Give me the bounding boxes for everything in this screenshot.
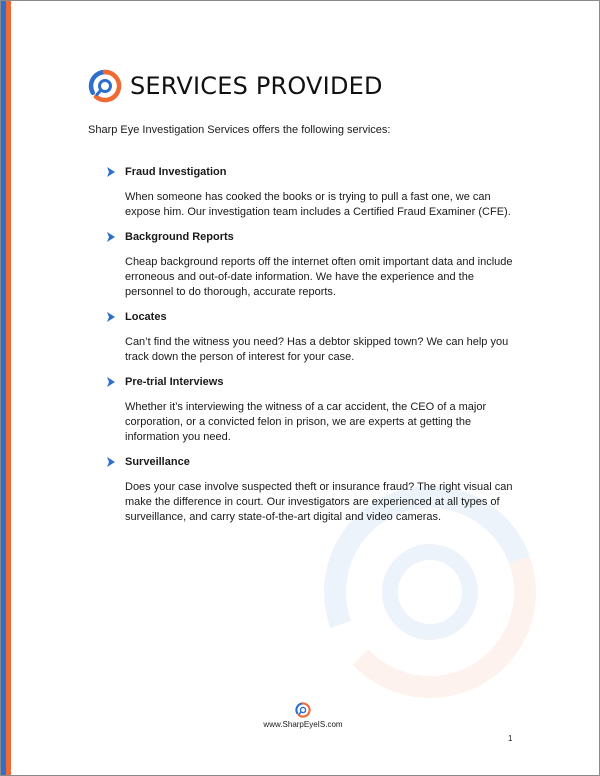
services-list	[107, 164, 517, 525]
service-description: When someone has cooked the books or is trying to pull a fast one, we can expose him. Our investigation team includes a Certified Fraud Examiner (CFE).	[125, 191, 511, 218]
service-title: Locates	[125, 311, 167, 323]
service-title: Surveillance	[125, 456, 190, 468]
page-number: 1	[508, 734, 513, 743]
service-title: Fraud Investigation	[125, 166, 227, 178]
left-stripe-orange	[6, 1, 11, 775]
service-title: Background Reports	[125, 231, 234, 243]
service-item	[107, 229, 517, 300]
arrow-bullet-icon	[107, 167, 115, 177]
arrow-bullet-icon	[107, 457, 115, 467]
arrow-bullet-icon	[107, 312, 115, 322]
service-item	[107, 454, 517, 525]
service-item	[107, 374, 517, 445]
page-header	[88, 68, 383, 104]
service-item	[107, 164, 517, 220]
service-description: Can’t find the witness you need? Has a debtor skipped town? We can help you track down the person of interest for your case.	[125, 336, 509, 363]
arrow-bullet-icon	[107, 232, 115, 242]
service-description: Whether it’s interviewing the witness of a car accident, the CEO of a major corporation, or a convicted felon in prison, we are experts at getting the information you need.	[125, 401, 487, 443]
page-title: SERVICES PROVIDED	[130, 72, 383, 100]
service-item	[107, 309, 517, 365]
arrow-bullet-icon	[107, 377, 115, 387]
footer-website-link[interactable]: www.SharpEyeIS.com	[263, 720, 343, 729]
service-description: Cheap background reports off the internet often omit important data and include erroneous and out-of-date information. We have the experience and the personnel to do thorough, accurate reports.	[125, 256, 513, 298]
service-title: Pre-trial Interviews	[125, 376, 224, 388]
service-description: Does your case involve suspected theft or insurance fraud? The right visual can make the difference in court. Our investigators are experienced at all types of surveillance, and carry state-of-the-art digital and video cameras.	[125, 481, 513, 523]
magnifier-logo-icon	[88, 69, 122, 103]
intro-text: Sharp Eye Investigation Services offers the following services:	[88, 124, 391, 136]
footer-logo-icon	[295, 702, 311, 718]
